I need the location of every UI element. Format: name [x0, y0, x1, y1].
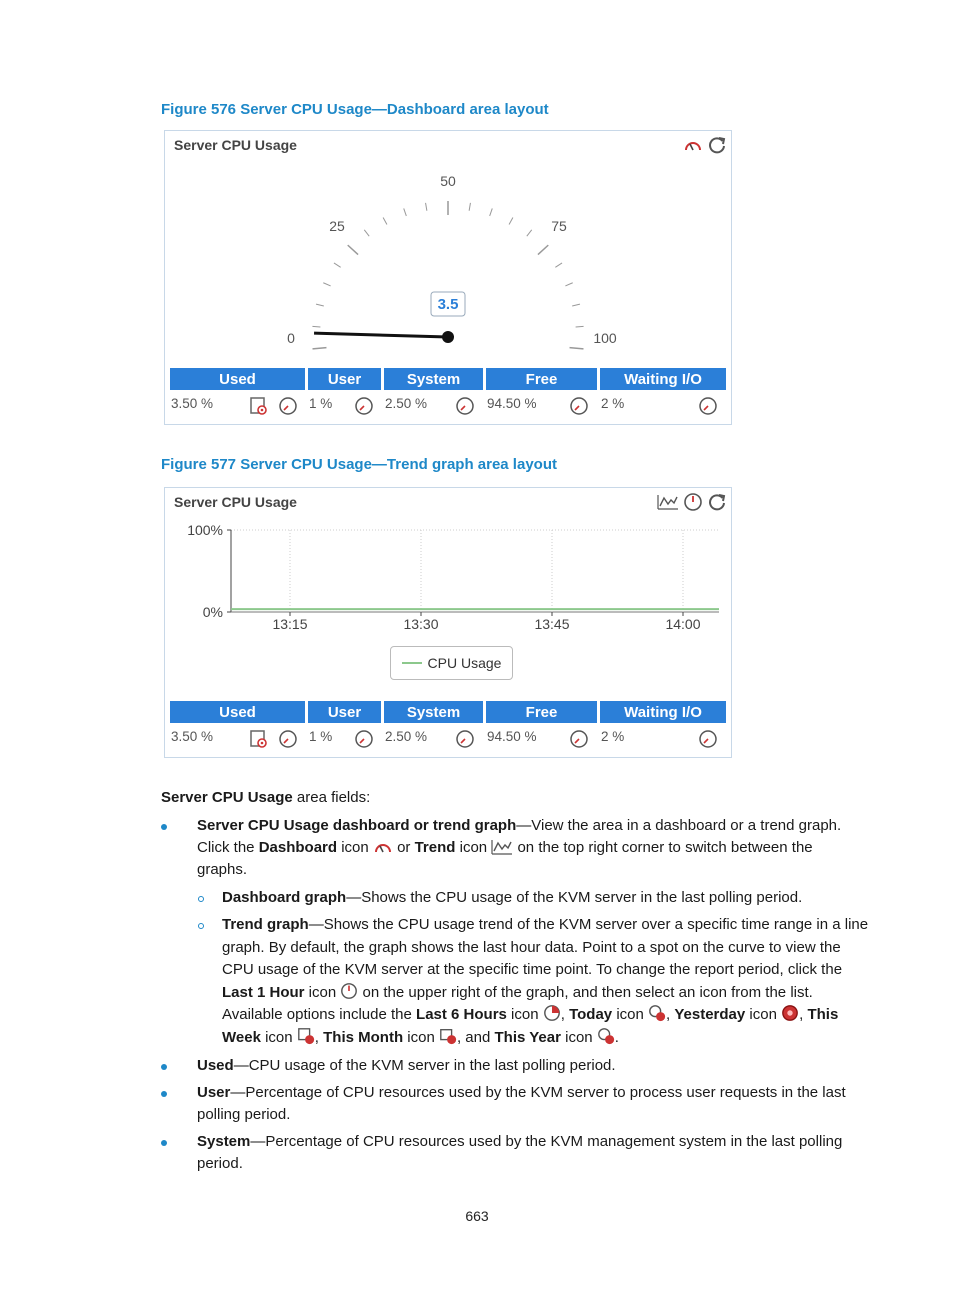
gauge-needle [314, 333, 448, 337]
this-week-icon [297, 1027, 315, 1045]
chart-grid [227, 530, 719, 616]
header-user: User [308, 368, 381, 390]
gauge-major-tick [570, 348, 584, 349]
bullet-user: User—Percentage of CPU resources used by the KVM server to process user requests in the last polling period. [197, 1084, 846, 1123]
free-value: 94.50 % [487, 729, 537, 744]
gauge-minor-tick [364, 230, 369, 236]
last-1-hour-icon [340, 982, 358, 1000]
gauge-ticks [312, 201, 583, 349]
gauge-major-tick [313, 348, 327, 349]
gauge-icon[interactable] [455, 396, 475, 416]
this-month-icon [439, 1027, 457, 1045]
legend-label: CPU Usage [427, 655, 502, 671]
gauge-minor-tick [555, 263, 562, 267]
header-system: System [384, 701, 483, 723]
gauge-icon[interactable] [455, 729, 475, 749]
gauge-minor-tick [565, 283, 572, 286]
gauge-minor-tick [404, 208, 407, 216]
gauge-minor-tick [509, 217, 513, 224]
gauge-value-label: 3.5 [437, 296, 459, 313]
trend-panel [164, 487, 732, 758]
gauge-hub [442, 331, 454, 343]
legend-swatch [402, 662, 422, 664]
trend-icon [491, 839, 513, 855]
settings-icon[interactable] [249, 729, 269, 749]
gauge-tick-label: 75 [551, 218, 567, 234]
gauge-minor-tick [312, 326, 320, 327]
gauge-icon[interactable] [354, 729, 374, 749]
dashboard-icon [373, 839, 393, 855]
last-6-hours-icon [543, 1004, 561, 1022]
gauge-icon[interactable] [354, 396, 374, 416]
user-value: 1 % [309, 729, 333, 744]
yesterday-icon [781, 1004, 799, 1022]
bullet-view-toggle: Server CPU Usage dashboard or trend graph—View the area in a dashboard or a trend graph. Click the Dashboard icon or Trend icon on the top right corner to switch between the graphs. [197, 817, 842, 878]
header-waiting-io: Waiting I/O [600, 368, 726, 390]
gauge-minor-tick [572, 304, 580, 306]
today-icon [648, 1004, 666, 1022]
used-value: 3.50 % [171, 396, 214, 411]
gauge-major-tick [348, 245, 358, 254]
gauge-minor-tick [334, 263, 341, 267]
chart-labels [187, 522, 701, 632]
header-user: User [308, 701, 381, 723]
sub-bullet-marker [198, 896, 204, 902]
bullet-marker [161, 1140, 167, 1146]
dashboard-panel [164, 130, 732, 425]
bullet-marker [161, 824, 167, 830]
gauge-icon[interactable] [569, 729, 589, 749]
gauge-tick-label: 25 [329, 218, 345, 234]
page-number: 663 [465, 1208, 489, 1224]
intro-line: Server CPU Usage area fields: [161, 789, 371, 806]
system-value: 2.50 % [385, 729, 428, 744]
header-waiting-io: Waiting I/O [600, 701, 726, 723]
x-tick-label: 13:45 [534, 616, 570, 632]
header-used: Used [170, 701, 305, 723]
used-value: 3.50 % [171, 729, 214, 744]
gauge-icon[interactable] [278, 396, 298, 416]
gauge-icon[interactable] [569, 396, 589, 416]
gauge-minor-tick [323, 283, 330, 286]
gauge-icon[interactable] [698, 729, 718, 749]
system-value: 2.50 % [385, 396, 428, 411]
figure-576-caption: Figure 576 Server CPU Usage—Dashboard area layout [161, 101, 549, 118]
gauge-minor-tick [469, 203, 470, 211]
gauge-tick-label: 50 [440, 173, 456, 189]
gauge-major-tick [538, 245, 548, 254]
waiting-io-value: 2 % [601, 396, 625, 411]
cpu-trend-chart [165, 488, 731, 638]
gauge-tick-label: 0 [287, 330, 295, 346]
settings-icon[interactable] [249, 396, 269, 416]
header-used: Used [170, 368, 305, 390]
gauge-icon[interactable] [698, 396, 718, 416]
gauge-minor-tick [576, 326, 584, 327]
x-tick-label: 13:30 [403, 616, 439, 632]
bullet-marker [161, 1064, 167, 1070]
chart-legend [390, 646, 513, 680]
y-tick-label: 0% [202, 604, 223, 620]
header-system: System [384, 368, 483, 390]
this-year-icon [597, 1027, 615, 1045]
panel-title: Server CPU Usage [174, 494, 297, 510]
figure-577-caption: Figure 577 Server CPU Usage—Trend graph area layout [161, 456, 557, 473]
y-tick-label: 100% [187, 522, 223, 538]
cpu-gauge [165, 131, 731, 363]
panel-title: Server CPU Usage [174, 137, 297, 153]
sub-bullet-trend-graph: Trend graph—Shows the CPU usage trend of the KVM server over a specific time range in a line graph. By default, the graph shows the last hour data. Point to a spot on the curve to view the CPU usage of the KVM server at the specific time point. To change the report period, click the Last 1 Hour icon on the upper right of the graph, and then select an icon from the list. Available options include the Last 6 Hours icon , Today icon , Yesterday icon , This Week icon , This Month icon , and This Year icon . [222, 916, 869, 1046]
gauge-minor-tick [316, 304, 324, 306]
gauge-minor-tick [426, 203, 427, 211]
waiting-io-value: 2 % [601, 729, 625, 744]
free-value: 94.50 % [487, 396, 537, 411]
bullet-used: Used—CPU usage of the KVM server in the last polling period. [197, 1057, 616, 1074]
bullet-marker [161, 1091, 167, 1097]
gauge-icon[interactable] [278, 729, 298, 749]
header-free: Free [486, 701, 597, 723]
gauge-minor-tick [490, 208, 493, 216]
sub-bullet-marker [198, 923, 204, 929]
sub-bullet-dashboard-graph: Dashboard graph—Shows the CPU usage of the KVM server in the last polling period. [222, 889, 803, 906]
bullet-system: System—Percentage of CPU resources used by the KVM management system in the last polling period. [197, 1133, 843, 1172]
header-free: Free [486, 368, 597, 390]
user-value: 1 % [309, 396, 333, 411]
x-tick-label: 13:15 [272, 616, 308, 632]
gauge-tick-label: 100 [593, 330, 617, 346]
x-tick-label: 14:00 [665, 616, 701, 632]
gauge-minor-tick [527, 230, 532, 236]
gauge-minor-tick [383, 217, 387, 224]
